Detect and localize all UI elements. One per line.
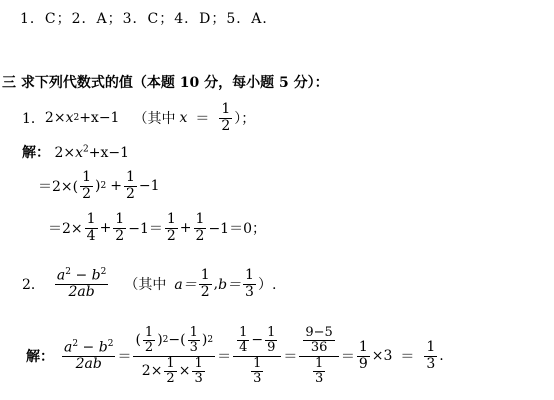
fraction-ninth bbox=[265, 326, 277, 356]
exponent: 2 bbox=[72, 338, 79, 349]
times-three: ×3 bbox=[371, 348, 393, 364]
condition-suffix: ）； bbox=[234, 111, 256, 127]
cond-b: b＝ bbox=[218, 277, 242, 293]
denominator: 3 bbox=[189, 340, 198, 356]
paren: ( bbox=[135, 332, 141, 348]
exponent: 2 bbox=[162, 334, 169, 345]
denominator: 2 bbox=[166, 370, 175, 386]
numerator: 1 bbox=[144, 324, 154, 340]
numerator: 1 bbox=[82, 169, 92, 186]
paren: ) bbox=[201, 332, 208, 348]
fraction-half bbox=[199, 268, 212, 300]
var-a: a bbox=[56, 267, 66, 284]
expr-part: 2× bbox=[44, 110, 66, 126]
denominator bbox=[309, 357, 329, 387]
numerator: 1 bbox=[86, 211, 96, 228]
final-period: . bbox=[439, 348, 444, 364]
fraction-third bbox=[251, 357, 263, 387]
denominator: 9 bbox=[358, 355, 368, 372]
solution-1-line-2 bbox=[38, 166, 160, 206]
paren: ( bbox=[180, 332, 186, 348]
denominator: 2 bbox=[195, 227, 205, 244]
denominator: 3 bbox=[314, 370, 324, 386]
denominator-text: 2ab bbox=[68, 283, 95, 300]
equals: ＝ bbox=[217, 349, 232, 365]
fraction-third bbox=[192, 357, 204, 387]
fraction-quarter bbox=[237, 326, 249, 356]
var-b: b bbox=[98, 339, 108, 356]
two-times: 2× bbox=[141, 362, 163, 379]
denominator: 9 bbox=[267, 340, 276, 356]
denominator: 4 bbox=[239, 340, 248, 356]
numerator bbox=[233, 326, 281, 357]
fraction-half bbox=[165, 212, 178, 244]
numerator: 1 bbox=[239, 324, 248, 340]
var-b: − b bbox=[71, 267, 101, 284]
exponent: 2 bbox=[107, 338, 114, 349]
fraction-third bbox=[313, 357, 325, 387]
expr-part: −1＝0； bbox=[208, 221, 266, 237]
denominator: 2 bbox=[166, 227, 176, 244]
compound-fraction bbox=[299, 326, 338, 386]
denominator: 3 bbox=[245, 283, 254, 300]
numerator: 1 bbox=[194, 355, 203, 371]
expr-part: −1＝ bbox=[128, 221, 163, 237]
denominator bbox=[247, 357, 267, 387]
numerator: 1 bbox=[358, 339, 368, 356]
fraction-third bbox=[424, 340, 437, 372]
minus-sign: − bbox=[168, 332, 181, 348]
var-x: x bbox=[65, 110, 74, 126]
var-x: x bbox=[75, 145, 83, 161]
numerator: $a^2 - b^2$ bbox=[64, 338, 114, 356]
expr-part: ＝2× bbox=[48, 221, 83, 237]
expr-part: 2× bbox=[54, 145, 76, 161]
cond-a: a＝ bbox=[174, 277, 197, 293]
exponent: 2 bbox=[100, 181, 107, 191]
denominator bbox=[74, 357, 104, 372]
exponent: 2 bbox=[83, 144, 89, 155]
fraction-third bbox=[188, 326, 200, 356]
equals: ＝ bbox=[117, 349, 132, 365]
numerator bbox=[55, 268, 108, 285]
equals: ＝ bbox=[400, 349, 415, 365]
solution-label: 解： bbox=[26, 349, 54, 365]
paren: ) bbox=[157, 332, 163, 348]
numerator bbox=[299, 326, 338, 357]
denominator bbox=[140, 357, 209, 387]
fraction-half bbox=[219, 102, 232, 134]
times-sign: × bbox=[178, 362, 191, 379]
numerator: 1 bbox=[195, 211, 205, 228]
fraction-half bbox=[80, 170, 93, 202]
denominator: 2 bbox=[125, 185, 135, 202]
equals: ＝ bbox=[340, 349, 355, 365]
expr-part: ) bbox=[95, 178, 101, 194]
exponent: 2 bbox=[100, 266, 107, 277]
exponent: 2 bbox=[65, 266, 72, 277]
denominator: 2 bbox=[221, 117, 231, 134]
expr-part: −1 bbox=[138, 178, 160, 194]
plus-sign: + bbox=[179, 220, 192, 236]
fraction-half bbox=[124, 170, 137, 202]
section-title: 三 求下列代数式的值（本题 10 分，每小题 5 分）： bbox=[2, 75, 329, 91]
denominator: 4 bbox=[86, 227, 96, 244]
numerator: 1 bbox=[125, 169, 135, 186]
numerator: 1 bbox=[253, 355, 262, 371]
fraction-half bbox=[113, 212, 126, 244]
denominator: 2 bbox=[115, 227, 125, 244]
numerator bbox=[133, 326, 215, 357]
fraction-half bbox=[164, 357, 176, 387]
numerator: 1 bbox=[221, 101, 231, 118]
comma: , bbox=[213, 276, 219, 292]
fraction-ninth bbox=[357, 340, 370, 372]
denominator: 3 bbox=[253, 370, 262, 386]
exponent: 2 bbox=[73, 113, 80, 123]
expr-part: +x−1 bbox=[88, 145, 129, 161]
solution-2 bbox=[26, 318, 444, 394]
plus-sign: + bbox=[110, 178, 122, 194]
denominator: 3 bbox=[426, 355, 436, 372]
expr-part: ＝2×( bbox=[38, 179, 79, 195]
answers-line: 1．C；2．A；3．C；4．D；5．A． bbox=[20, 11, 278, 27]
numerator: 1 bbox=[189, 324, 198, 340]
numerator: 1 bbox=[200, 267, 210, 284]
numerator: 1 bbox=[115, 211, 125, 228]
equals: ＝ bbox=[195, 111, 210, 127]
numerator: 1 bbox=[166, 355, 175, 371]
denominator: 2 bbox=[82, 185, 92, 202]
numerator: 1 bbox=[267, 324, 276, 340]
expr-part: +x−1 bbox=[79, 110, 120, 126]
condition-suffix: ）. bbox=[257, 277, 277, 293]
solution-1-line-1 bbox=[22, 142, 129, 162]
fraction-expression bbox=[62, 340, 115, 372]
solution-1-line-3 bbox=[48, 208, 266, 248]
denominator: 2 bbox=[144, 340, 154, 356]
fraction-half bbox=[143, 326, 155, 356]
condition-prefix: （其中 bbox=[124, 277, 167, 293]
equals: ＝ bbox=[283, 349, 298, 365]
question-number: 1． bbox=[22, 111, 45, 127]
denominator: 2 bbox=[200, 283, 210, 300]
numerator: 9−5 bbox=[305, 324, 333, 340]
denominator: 36 bbox=[310, 340, 328, 356]
numerator: 1 bbox=[166, 211, 176, 228]
minus-sign: − bbox=[251, 332, 264, 348]
simplified-fraction bbox=[233, 326, 281, 386]
fraction-5-36 bbox=[303, 326, 334, 356]
question-1 bbox=[22, 98, 255, 138]
solution-label: 解： bbox=[22, 145, 50, 161]
substituted-fraction bbox=[133, 326, 215, 386]
var-x: x bbox=[179, 110, 188, 126]
condition-prefix: （其中 bbox=[133, 111, 176, 127]
question-2 bbox=[22, 262, 276, 306]
numerator: 1 bbox=[426, 339, 436, 356]
var-a: a bbox=[64, 339, 73, 356]
fraction-half bbox=[194, 212, 207, 244]
question-number: 2． bbox=[22, 277, 45, 293]
denominator: 3 bbox=[194, 370, 203, 386]
exponent: 2 bbox=[207, 334, 214, 345]
fraction-expression bbox=[55, 268, 108, 300]
fraction-quarter bbox=[85, 212, 98, 244]
denominator-text: 2ab bbox=[75, 355, 102, 372]
plus-sign: + bbox=[99, 220, 112, 236]
denominator bbox=[67, 285, 97, 300]
fraction-third bbox=[243, 268, 256, 300]
numerator: 1 bbox=[314, 355, 324, 371]
numerator: 1 bbox=[245, 267, 254, 284]
